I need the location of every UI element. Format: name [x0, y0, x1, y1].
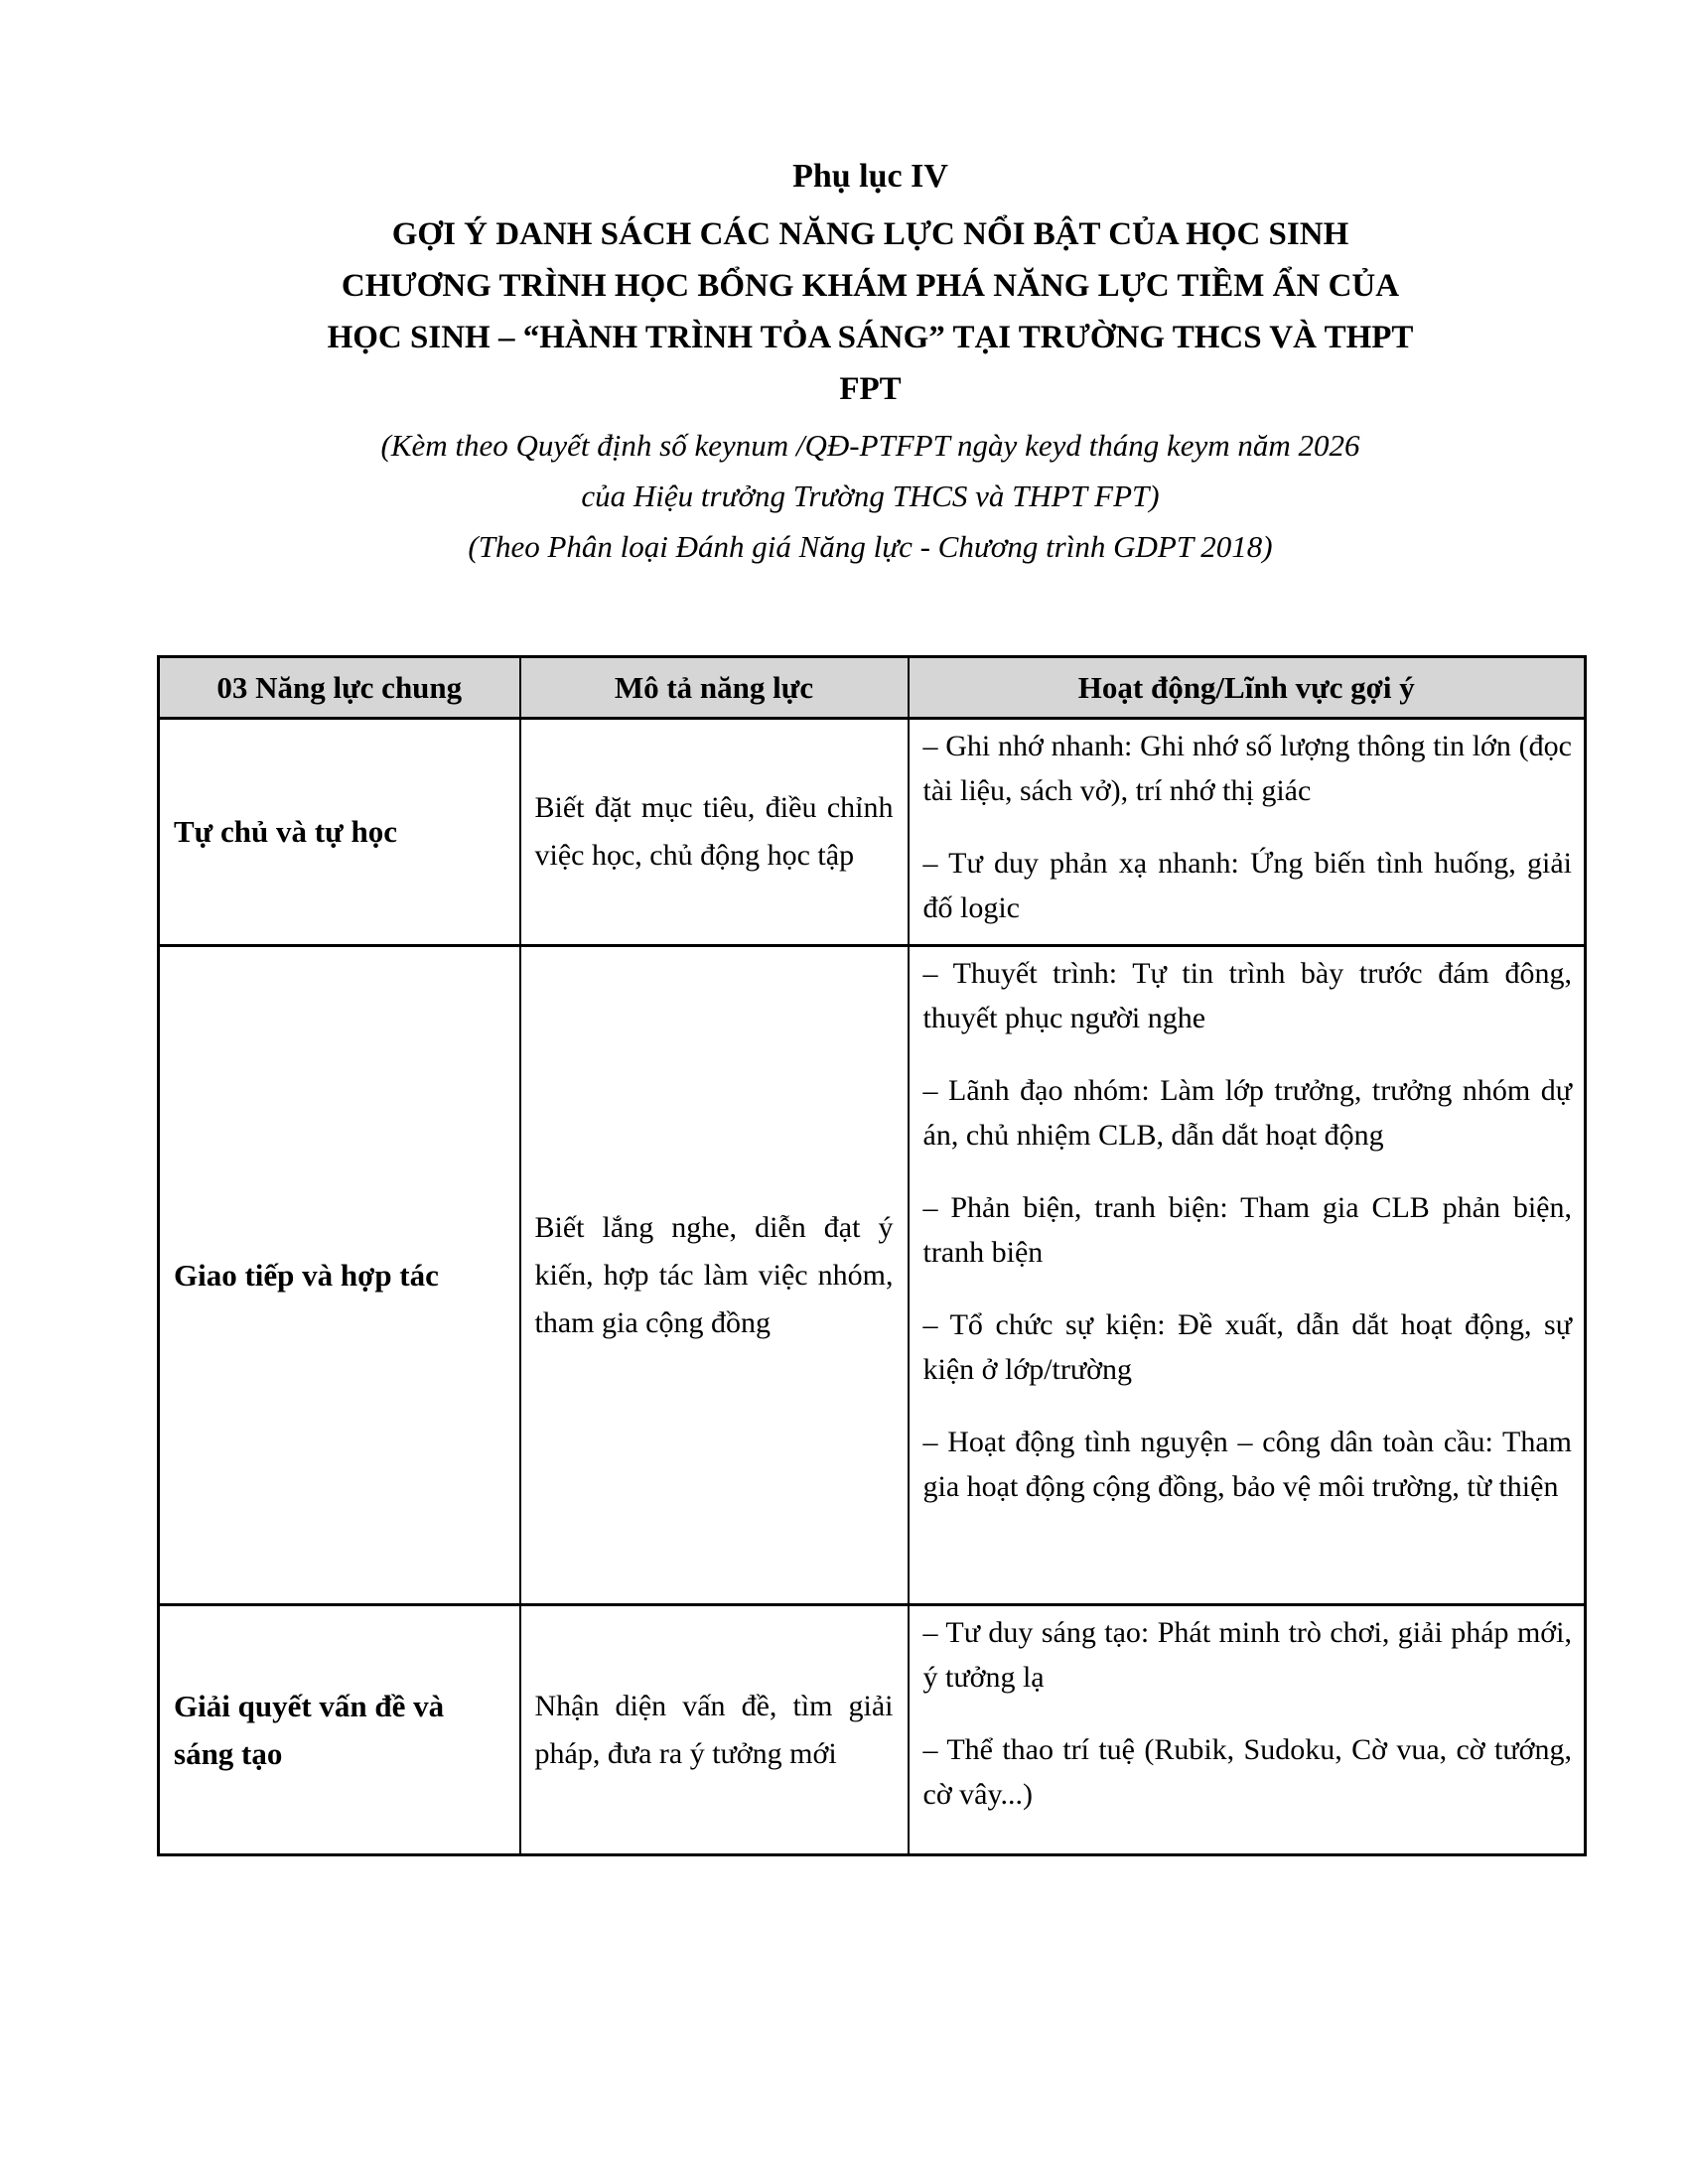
description-text: Nhận diện vấn đề, tìm giải pháp, đưa ra ý tưởng mới — [534, 1689, 894, 1770]
col-header-competency: 03 Năng lực chung — [159, 657, 520, 719]
table-row — [159, 1605, 1586, 1855]
table-row — [159, 719, 1586, 946]
activity-item: – Hoạt động tình nguyện – công dân toàn cầu: Tham gia hoạt động cộng đồng, bảo vệ môi trường, từ thiện — [922, 1426, 1572, 1503]
description-text: Biết lắng nghe, diễn đạt ý kiến, hợp tác làm việc nhóm, tham gia cộng đồng — [534, 1210, 894, 1339]
cell-description — [520, 946, 909, 1605]
col-header-activities: Hoạt động/Lĩnh vực gợi ý — [909, 657, 1586, 719]
cell-competency: Giao tiếp và hợp tác — [159, 946, 520, 1605]
cell-activities — [909, 946, 1586, 1605]
title-line: HỌC SINH – “HÀNH TRÌNH TỎA SÁNG” TẠI TRƯỜNG THCS VÀ THPT — [327, 320, 1414, 355]
activity-item: – Phản biện, tranh biện: Tham gia CLB phản biện, tranh biện — [922, 1191, 1572, 1269]
subtitle-line: (Theo Phân loại Đánh giá Năng lực - Chương trình GDPT 2018) — [468, 529, 1273, 564]
document-title — [157, 208, 1584, 415]
subtitle-line: của Hiệu trưởng Trường THCS và THPT FPT) — [581, 478, 1160, 513]
appendix-label: Phụ lục IV — [792, 158, 948, 195]
document-subtitle — [157, 420, 1584, 572]
col-header-description: Mô tả năng lực — [520, 657, 909, 719]
activity-item: – Tư duy phản xạ nhanh: Ứng biến tình huống, giải đố logic — [922, 847, 1572, 924]
competency-table — [157, 655, 1587, 1856]
table-header-row — [159, 657, 1586, 719]
activity-item: – Thể thao trí tuệ (Rubik, Sudoku, Cờ vua, cờ tướng, cờ vây...) — [922, 1733, 1572, 1811]
table-row — [159, 946, 1586, 1605]
cell-description — [520, 719, 909, 946]
activity-item: – Thuyết trình: Tự tin trình bày trước đám đông, thuyết phục người nghe — [922, 957, 1572, 1034]
activity-item: – Tổ chức sự kiện: Đề xuất, dẫn dắt hoạt động, sự kiện ở lớp/trường — [922, 1308, 1572, 1386]
activity-item: – Tư duy sáng tạo: Phát minh trò chơi, giải pháp mới, ý tưởng lạ — [922, 1616, 1572, 1694]
title-line: CHƯƠNG TRÌNH HỌC BỔNG KHÁM PHÁ NĂNG LỰC TIỀM ẨN CỦA — [341, 268, 1400, 304]
cell-activities — [909, 1605, 1586, 1855]
cell-activities — [909, 719, 1586, 946]
cell-description — [520, 1605, 909, 1855]
subtitle-line: (Kèm theo Quyết định số keynum /QĐ-PTFPT ngày keyd tháng keym năm 2026 — [380, 428, 1360, 463]
cell-competency: Tự chủ và tự học — [159, 719, 520, 946]
activity-item: – Ghi nhớ nhanh: Ghi nhớ số lượng thông tin lớn (đọc tài liệu, sách vở), trí nhớ thị giác — [922, 730, 1572, 807]
title-line: GỢI Ý DANH SÁCH CÁC NĂNG LỰC NỔI BẬT CỦA HỌC SINH — [391, 216, 1349, 252]
description-text: Biết đặt mục tiêu, điều chỉnh việc học, chủ động học tập — [534, 791, 894, 872]
cell-competency: Giải quyết vấn đề và sáng tạo — [159, 1605, 520, 1855]
title-line: FPT — [839, 371, 902, 407]
activity-item: – Lãnh đạo nhóm: Làm lớp trưởng, trưởng nhóm dự án, chủ nhiệm CLB, dẫn dắt hoạt động — [922, 1074, 1572, 1152]
